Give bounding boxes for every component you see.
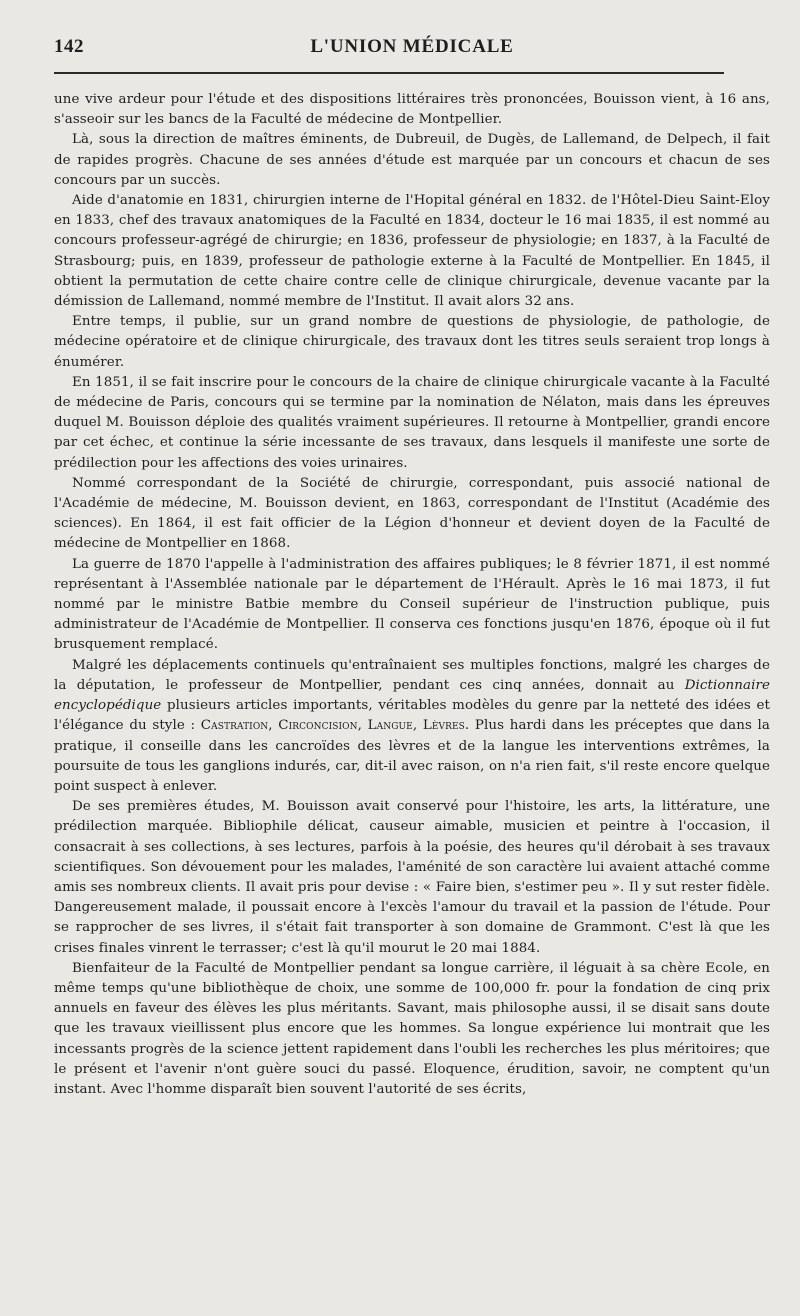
paragraph: Entre temps, il publie, sur un grand nombre de questions de physiologie, de pathologie, de médecine opératoire et de clinique chirurgicale, des travaux dont les titres seuls seraient trop longs à énumérer. (54, 314, 770, 370)
punctuation: , (268, 718, 279, 734)
article-title: Lèvres (422, 718, 465, 734)
punctuation: , (357, 718, 368, 734)
paragraph: En 1851, il se fait inscrire pour le concours de la chaire de clinique chirurgicale vacante à la Faculté de médecine de Paris, concours qui se termine par la nomination de Nélaton, mais dans les épreuves duquel M. Bouisson déploie des qualités vraiment supérieures. Il retourne à Montpellier, grandi encore par cet échec, et continue la série incessante de ses travaux, dans lesquels il manifeste une sorte de prédilection pour les affections des voies urinaires. (54, 374, 770, 471)
paragraph: Nommé correspondant de la Société de chirurgie, correspondant, puis associé national de l'Académie de médecine, M. Bouisson devient, en 1863, correspondant de l'Institut (Académie des sciences). En 1864, il est fait officier de la Légion d'honneur et devient doyen de la Faculté de médecine de Montpellier en 1868. (54, 475, 770, 552)
paragraph-text: . Plus hardi dans les préceptes que dans la pratique, il conseille dans les cancroïdes des lèvres et de la langue les interventions extrêmes, la poursuite de tous les ganglions indurés, car, dit-il avec raison, on n'a rien fait, s'il reste encore quelque point suspect à enlever. (54, 718, 771, 794)
article-body (54, 90, 770, 1100)
paragraph (54, 656, 770, 797)
italic-title: Dictionnaire encyclopédique (54, 677, 770, 714)
paragraph: De ses premières études, M. Bouisson avait conservé pour l'histoire, les arts, la littérature, une prédilection marquée. Bibliophile délicat, causeur aimable, musicien et peintre à l'occasion, il consacrait à ses collections, à ses lectures, parfois à la poésie, des heures qu'il dérobait à ses travaux scientifiques. Son dévouement pour les malades, l'aménité de son caractère lui avaient attaché comme amis ses nombreux clients. Il avait pris pour devise : « Faire bien, s'estimer peu ». Il y sut rester fidèle. Dangereusement malade, il poussait encore à l'excès l'amour du travail et la passion de l'étude. Pour se rapprocher de ses livres, il s'était fait transporter à son domaine de Grammont. C'est là que les crises finales vinrent le terrasser; c'est là qu'il mourut le 20 mai 1884. (54, 799, 770, 956)
page-number: 142 (54, 36, 84, 57)
header-rule (54, 72, 724, 74)
paragraph: Aide d'anatomie en 1831, chirurgien interne de l'Hopital général en 1832. de l'Hôtel-Dieu Saint-Eloy en 1833, chef des travaux anatomiques de la Faculté en 1834, docteur le 16 mai 1835, il est nommé au concours professeur-agrégé de chirurgie; en 1836, professeur de physiologie; en 1837, à la Faculté de Strasbourg; puis, en 1839, professeur de pathologie externe à la Faculté de Montpellier. En 1845, il obtient la permutation de cette chaire contre celle de clinique chirurgicale, devenue vacante par la démission de Lallemand, nommé membre de l'Institut. Il avait alors 32 ans. (54, 193, 770, 310)
article-title: Circoncision (278, 718, 358, 734)
article-title: Langue (367, 718, 413, 734)
paragraph-text: plusieurs articles importants, véritables modèles du genre par la netteté des idées et l'élégance du style : (54, 698, 770, 734)
paragraph: La guerre de 1870 l'appelle à l'administration des affaires publiques; le 8 février 1871, il est nommé représentant à l'Assemblée nationale par le département de l'Hérault. Après le 16 mai 1873, il fut nommé par le ministre Batbie membre du Conseil supérieur de l'instruction publique, puis administrateur de l'Académie de Montpellier. Il conserva ces fonctions jusqu'en 1876, époque où il fut brusquement remplacé. (54, 556, 770, 653)
running-title: L'UNION MÉDICALE (310, 36, 514, 57)
paragraph: une vive ardeur pour l'étude et des dispositions littéraires très prononcées, Bouisson vient, à 16 ans, s'asseoir sur les bancs de la Faculté de médecine de Montpellier. (54, 92, 770, 128)
paragraph: Bienfaiteur de la Faculté de Montpellier pendant sa longue carrière, il léguait à sa chère Ecole, en même temps qu'une bibliothèque de choix, une somme de 100,000 fr. pour la fondation de cinq prix annuels en faveur des élèves les plus méritants. Savant, mais philosophe aussi, il se disait sans doute que les travaux vieillissent plus encore que les hommes. Sa longue expérience lui montrait que les incessants progrès de la science jettent rapidement dans l'oubli les recherches les plus méritoires; que le présent et l'avenir n'ont guère souci du passé. Eloquence, érudition, savoir, ne comptent qu'un instant. Avec l'homme disparaît bien souvent l'autorité de ses écrits, (54, 960, 770, 1097)
paragraph-text: Malgré les déplacements continuels qu'entraînaient ses multiples fonctions, malgré les charges de la députation, le professeur de Montpellier, pendant ces cinq années, donnait au (54, 657, 770, 693)
page-header (54, 34, 770, 64)
punctuation: , (412, 718, 423, 734)
article-title: Castration (200, 718, 269, 734)
paragraph: Là, sous la direction de maîtres éminents, de Dubreuil, de Dugès, de Lallemand, de Delpech, il fait de rapides progrès. Chacune de ses années d'étude est marquée par un concours et chacun de ses concours par un succès. (54, 132, 770, 188)
